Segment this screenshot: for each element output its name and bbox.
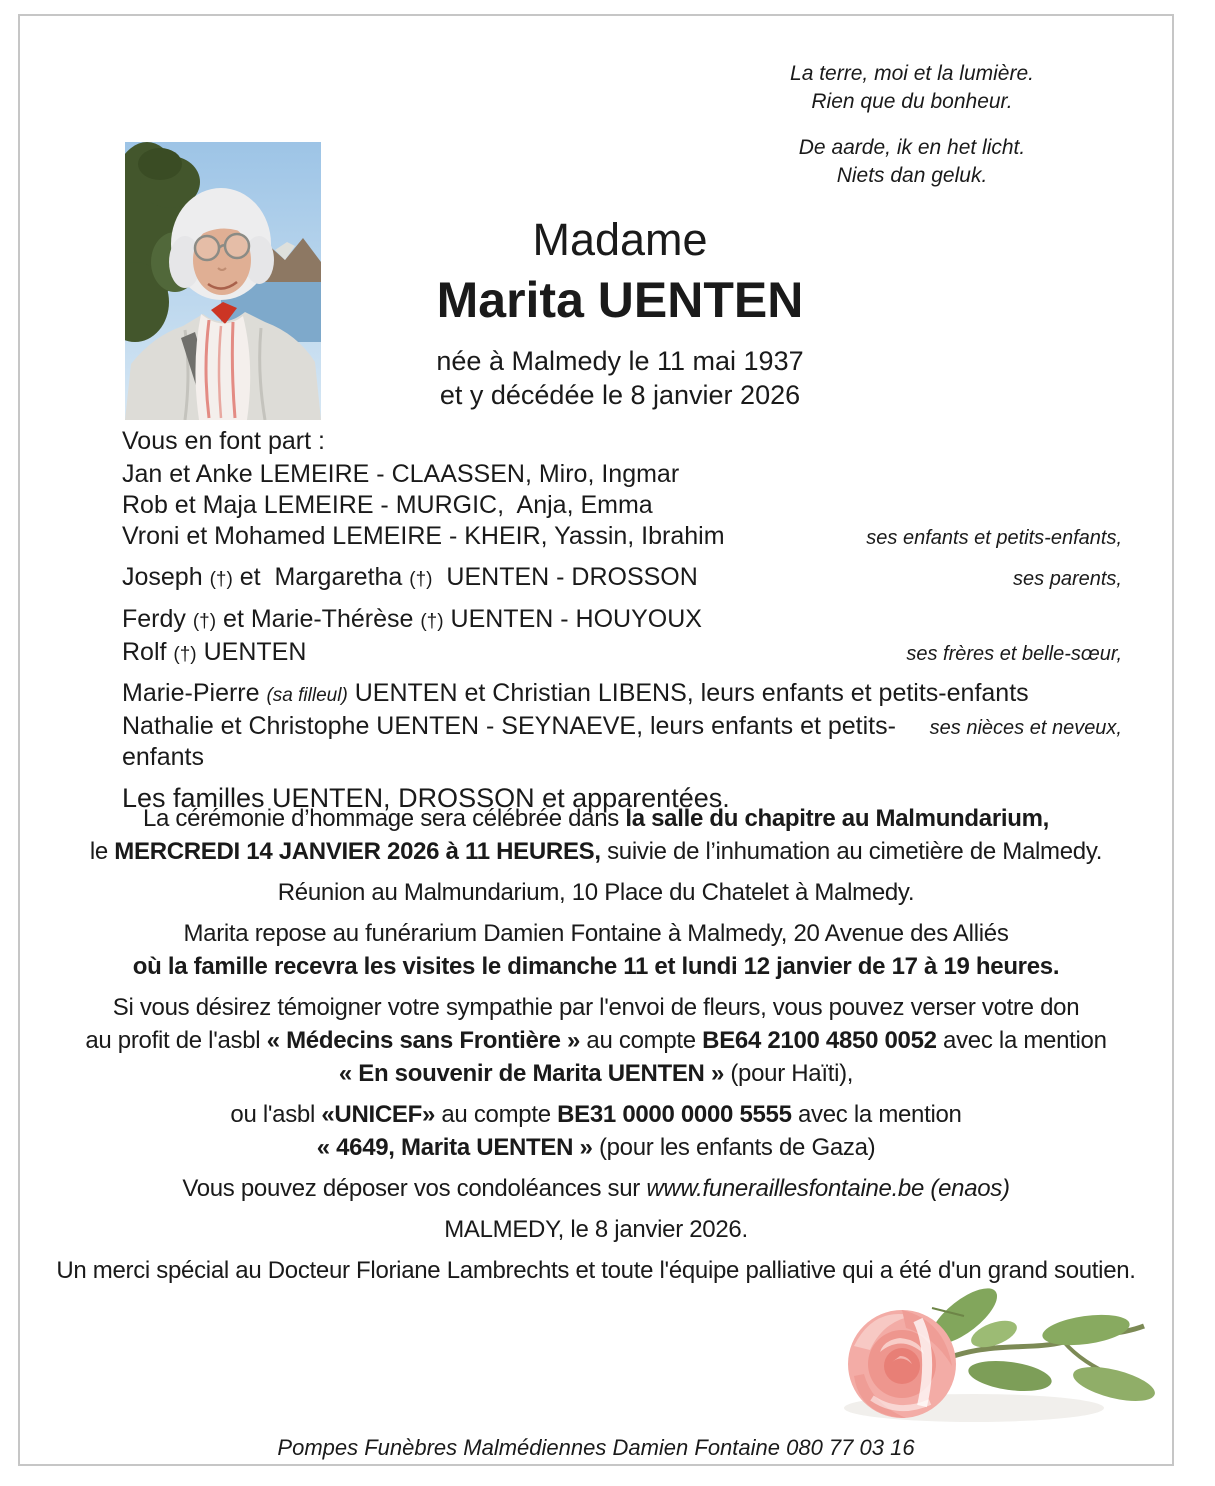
repose-paragraph	[40, 917, 1152, 983]
birth-line: née à Malmedy le 11 mai 1937	[436, 346, 804, 376]
families-line: Les familles UENTEN, DROSSON et apparentées.	[122, 783, 730, 813]
name-segment: Marie-Pierre	[122, 679, 267, 707]
text-segment-bold: «UNICEF»	[321, 1101, 436, 1128]
epigraph-dutch	[702, 134, 1122, 190]
relation-label: ses frères et belle-sœur,	[906, 643, 1122, 665]
text-segment: Marita repose au funérarium Damien Fontaine à Malmedy, 20 Avenue des Alliés	[183, 920, 1009, 947]
name-segment: UENTEN - HOUYOUX	[443, 605, 702, 633]
salutation: Madame	[532, 214, 708, 265]
rose-image	[814, 1276, 1158, 1448]
death-line: et y décédée le 8 janvier 2026	[439, 380, 801, 410]
text-segment-bold: « 4649, Marita UENTEN »	[316, 1134, 593, 1161]
text-segment: avec la mention	[936, 1027, 1107, 1054]
ceremony-paragraph	[40, 802, 1152, 868]
text-segment: La cérémonie d’hommage sera célébrée dans	[142, 805, 626, 832]
family-names: Vroni et Mohamed LEMEIRE - KHEIR, Yassin, Ibrahim	[122, 522, 725, 550]
text-segment-bold: où la famille recevra les visites le dimanche 11 et lundi 12 janvier de 17 à 19 heures.	[132, 953, 1060, 980]
family-names: Nathalie et Christophe UENTEN - SEYNAEVE, leurs enfants et petits-enfants	[122, 712, 896, 771]
epigraph-french	[702, 60, 1122, 116]
epigraph-line: Rien que du bonheur.	[811, 90, 1013, 113]
family-line	[122, 521, 1122, 554]
funeral-home-footer: Pompes Funèbres Malmédiennes Damien Fontaine 080 77 03 16	[277, 1435, 915, 1460]
family-line	[122, 637, 1122, 670]
text-segment: (pour Haïti),	[724, 1060, 854, 1087]
text-segment: le	[89, 838, 115, 865]
name-segment: UENTEN et Christian LIBENS, leurs enfants et petits-enfants	[347, 679, 1029, 707]
goddaughter-note: (sa filleul)	[266, 685, 348, 706]
relation-label: ses enfants et petits-enfants,	[866, 527, 1122, 549]
donation-msf-paragraph	[40, 991, 1152, 1090]
nieces-group	[122, 678, 1122, 773]
siblings-group	[122, 604, 1122, 670]
text-segment-bold: MERCREDI 14 JANVIER 2026 à 11 HEURES,	[114, 838, 601, 865]
ceremony-section	[40, 802, 1152, 1287]
title-block	[20, 212, 1172, 412]
text-segment-bold: « Médecins sans Frontière »	[266, 1027, 581, 1054]
deceased-name: Marita UENTEN	[436, 272, 804, 328]
announcement-intro: Vous en font part :	[122, 427, 325, 455]
epigraph	[702, 60, 1122, 190]
text-segment: Si vous désirez témoigner votre sympathie par l'envoi de fleurs, vous pouvez verser votre don	[112, 994, 1080, 1021]
dagger-mark: (†)	[209, 569, 233, 590]
text-segment: (pour les enfants de Gaza)	[592, 1134, 876, 1161]
dagger-mark: (†)	[420, 611, 444, 632]
family-names	[122, 637, 306, 670]
dagger-mark: (†)	[173, 644, 197, 665]
epigraph-line: De aarde, ik en het licht.	[798, 136, 1026, 159]
family-line: Jan et Anke LEMEIRE - CLAASSEN, Miro, Ingmar	[122, 460, 680, 488]
donation-unicef-paragraph	[40, 1098, 1152, 1164]
name-segment: Joseph	[122, 563, 210, 591]
thanks-paragraph: Un merci spécial au Docteur Floriane Lambrechts et toute l'équipe palliative qui a été d'un grand soutien.	[56, 1257, 1136, 1284]
family-line	[122, 604, 1122, 637]
family-line	[122, 562, 1122, 595]
condolences-website: www.funeraillesfontaine.be (enaos)	[646, 1175, 1010, 1202]
account-number: BE31 0000 0000 5555	[557, 1101, 792, 1128]
dagger-mark: (†)	[409, 569, 433, 590]
family-names	[122, 562, 698, 595]
text-segment-bold: « En souvenir de Marita UENTEN »	[338, 1060, 724, 1087]
text-segment: au compte	[435, 1101, 558, 1128]
relation-label: ses parents,	[1013, 568, 1122, 590]
epigraph-line: La terre, moi et la lumière.	[790, 62, 1034, 85]
name-segment: et Margaretha	[232, 563, 410, 591]
text-segment: au profit de l'asbl	[85, 1027, 267, 1054]
condolences-paragraph	[40, 1172, 1152, 1205]
name-segment: UENTEN - DROSSON	[432, 563, 698, 591]
text-segment: ou l'asbl	[230, 1101, 322, 1128]
family-line	[122, 711, 1122, 773]
dateline-paragraph: MALMEDY, le 8 janvier 2026.	[444, 1216, 748, 1243]
name-segment: UENTEN	[196, 638, 307, 666]
mourning-card-sheet	[18, 14, 1174, 1466]
relation-label: ses nièces et neveux,	[929, 717, 1122, 739]
dagger-mark: (†)	[192, 611, 217, 632]
family-line: Rob et Maja LEMEIRE - MURGIC, Anja, Emma	[122, 491, 653, 519]
announcement-section	[122, 426, 1122, 815]
text-segment-bold: la salle du chapitre au Malmundarium,	[625, 805, 1050, 832]
name-segment: Rolf	[122, 638, 174, 666]
name-segment: Ferdy	[122, 605, 193, 633]
family-line	[122, 678, 1122, 711]
text-segment: au compte	[580, 1027, 703, 1054]
text-segment: suivie de l’inhumation au cimetière de Malmedy.	[600, 838, 1103, 865]
children-group	[122, 459, 1122, 554]
text-segment: avec la mention	[791, 1101, 962, 1128]
text-segment: Vous pouvez déposer vos condoléances sur	[182, 1175, 647, 1202]
parents-group	[122, 562, 1122, 595]
reunion-paragraph: Réunion au Malmundarium, 10 Place du Chatelet à Malmedy.	[277, 879, 915, 906]
account-number: BE64 2100 4850 0052	[702, 1027, 937, 1054]
name-segment: et Marie-Thérèse	[216, 605, 421, 633]
epigraph-line: Niets dan geluk.	[836, 164, 988, 187]
